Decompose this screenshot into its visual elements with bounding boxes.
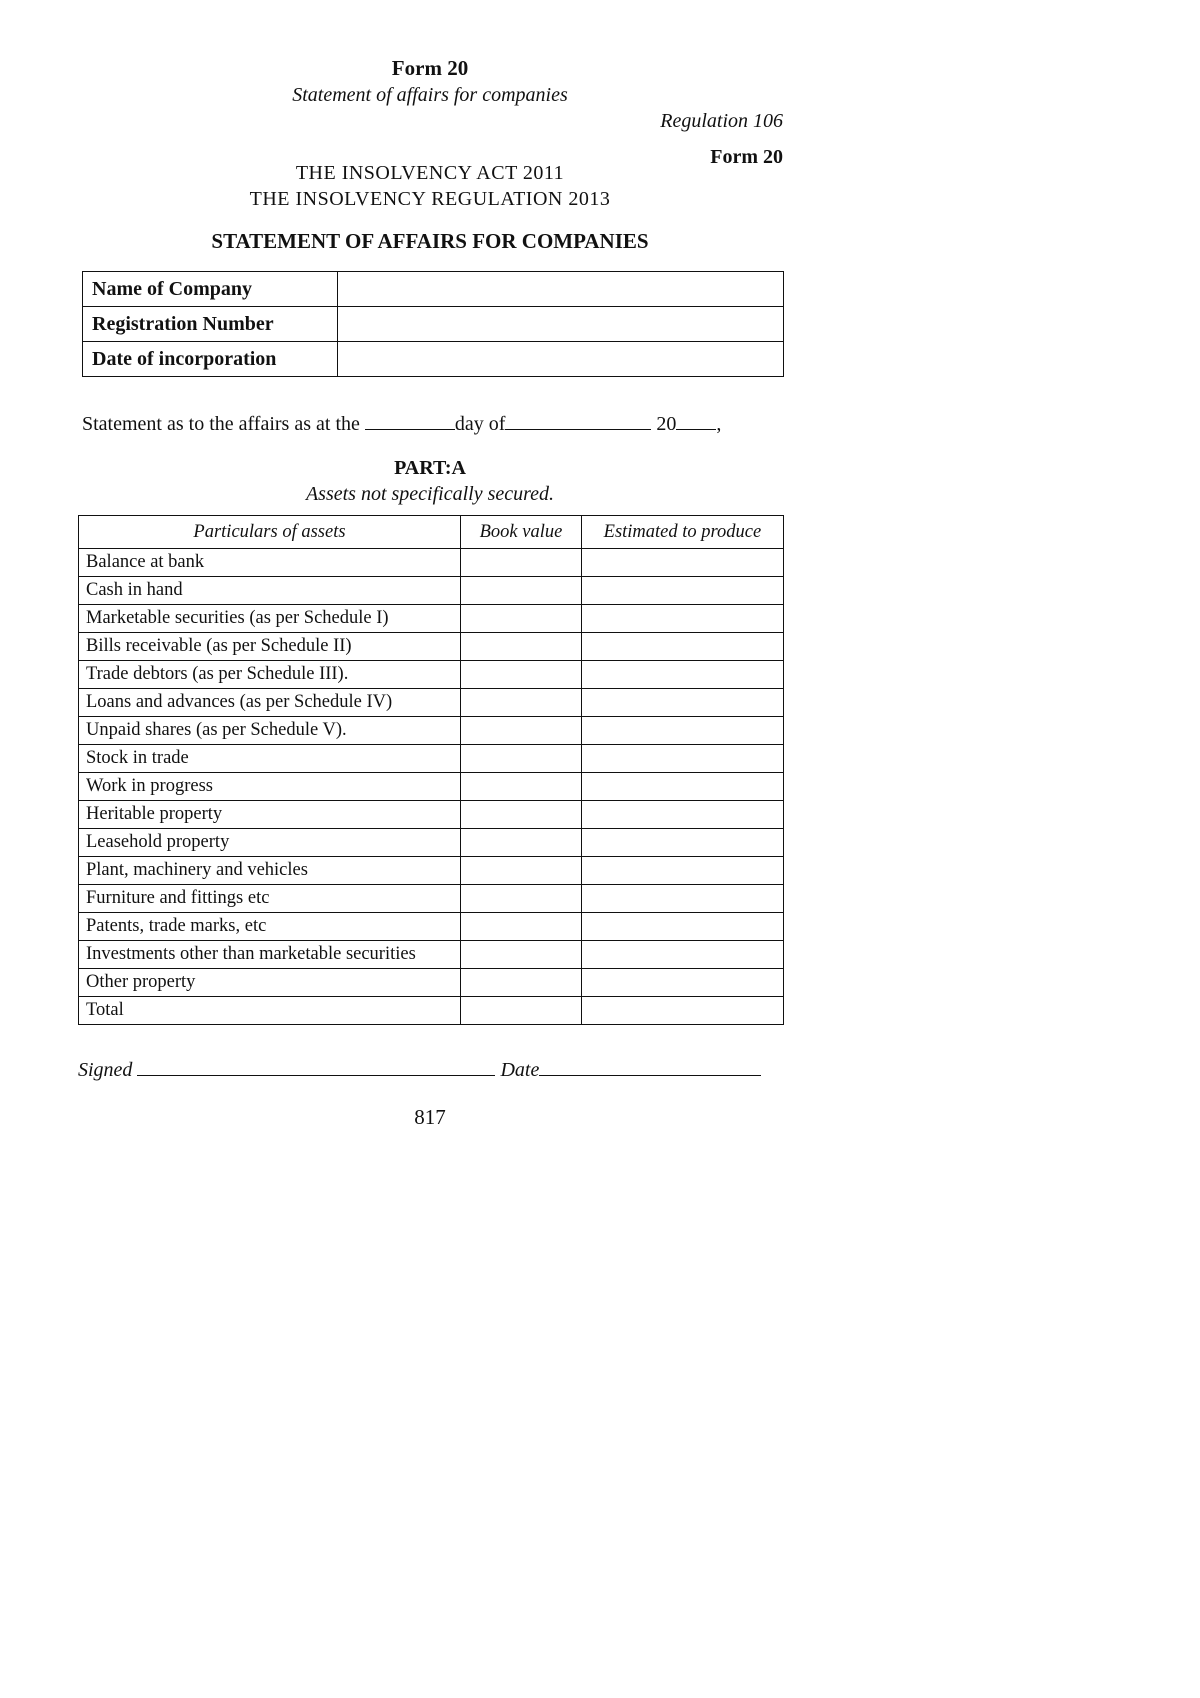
- total-label: Total: [79, 997, 461, 1025]
- signature-blank[interactable]: [137, 1057, 495, 1076]
- estimated-cell[interactable]: [581, 661, 783, 689]
- asset-row: [79, 773, 784, 801]
- book-value-cell[interactable]: [460, 969, 581, 997]
- estimated-cell[interactable]: [581, 633, 783, 661]
- asset-row: [79, 633, 784, 661]
- day-blank[interactable]: [365, 411, 455, 430]
- particulars-column-header: Particulars of assets: [79, 516, 461, 549]
- estimated-cell[interactable]: [581, 913, 783, 941]
- date-label: Date: [500, 1059, 540, 1081]
- estimated-cell[interactable]: [581, 885, 783, 913]
- regulation-reference: Regulation 106: [660, 110, 783, 132]
- book-value-cell[interactable]: [460, 605, 581, 633]
- asset-row: [79, 857, 784, 885]
- book-value-cell[interactable]: [460, 801, 581, 829]
- assets-table: [78, 515, 784, 1025]
- form-number: Form 20: [710, 146, 783, 168]
- page-number: 817: [414, 1105, 446, 1129]
- book-value-cell[interactable]: [460, 773, 581, 801]
- book-value-cell[interactable]: [460, 913, 581, 941]
- estimated-cell[interactable]: [581, 829, 783, 857]
- estimated-cell[interactable]: [581, 801, 783, 829]
- book-value-cell[interactable]: [460, 941, 581, 969]
- asset-name: Other property: [79, 969, 461, 997]
- total-book-value-cell[interactable]: [460, 997, 581, 1025]
- book-value-cell[interactable]: [460, 577, 581, 605]
- asset-name: Unpaid shares (as per Schedule V).: [79, 717, 461, 745]
- asset-name: Balance at bank: [79, 549, 461, 577]
- asset-name: Marketable securities (as per Schedule I): [79, 605, 461, 633]
- company-details-table: [82, 271, 784, 377]
- form-title: Form 20: [391, 56, 469, 80]
- company-name-row: [83, 272, 784, 307]
- statement-date-line: [82, 411, 792, 436]
- incorporation-date-row: [83, 342, 784, 377]
- book-value-cell[interactable]: [460, 549, 581, 577]
- asset-name: Leasehold property: [79, 829, 461, 857]
- signature-line: [78, 1057, 788, 1082]
- asset-name: Heritable property: [79, 801, 461, 829]
- book-value-column-header: Book value: [460, 516, 581, 549]
- asset-row: [79, 829, 784, 857]
- book-value-cell[interactable]: [460, 661, 581, 689]
- estimated-cell[interactable]: [581, 941, 783, 969]
- form-subtitle: Statement of affairs for companies: [292, 84, 568, 106]
- asset-name: Plant, machinery and vehicles: [79, 857, 461, 885]
- asset-name: Furniture and fittings etc: [79, 885, 461, 913]
- estimated-cell[interactable]: [581, 689, 783, 717]
- estimated-cell[interactable]: [581, 969, 783, 997]
- asset-row: [79, 969, 784, 997]
- asset-name: Stock in trade: [79, 745, 461, 773]
- act-title: THE INSOLVENCY ACT 2011: [295, 162, 565, 184]
- statement-prefix: Statement as to the affairs as at the: [82, 413, 360, 435]
- signed-label: Signed: [78, 1059, 133, 1081]
- company-name-label: Name of Company: [83, 272, 338, 307]
- year-prefix: 20: [656, 413, 677, 435]
- statement-heading: STATEMENT OF AFFAIRS FOR COMPANIES: [211, 229, 649, 253]
- part-a-title: PART:A: [394, 457, 466, 479]
- year-blank[interactable]: [676, 411, 716, 430]
- asset-name: Trade debtors (as per Schedule III).: [79, 661, 461, 689]
- total-estimated-cell[interactable]: [581, 997, 783, 1025]
- asset-name: Loans and advances (as per Schedule IV): [79, 689, 461, 717]
- month-blank[interactable]: [505, 411, 651, 430]
- asset-row: [79, 605, 784, 633]
- book-value-cell[interactable]: [460, 885, 581, 913]
- assets-header-row: [79, 516, 784, 549]
- estimated-column-header: Estimated to produce: [581, 516, 783, 549]
- asset-row: [79, 745, 784, 773]
- asset-name: Investments other than marketable securities: [79, 941, 461, 969]
- book-value-cell[interactable]: [460, 745, 581, 773]
- book-value-cell[interactable]: [460, 717, 581, 745]
- asset-name: Bills receivable (as per Schedule II): [79, 633, 461, 661]
- asset-name: Cash in hand: [79, 577, 461, 605]
- book-value-cell[interactable]: [460, 633, 581, 661]
- company-name-value[interactable]: [338, 272, 784, 307]
- total-row: [79, 997, 784, 1025]
- asset-row: [79, 577, 784, 605]
- estimated-cell[interactable]: [581, 773, 783, 801]
- asset-row: [79, 661, 784, 689]
- asset-row: [79, 717, 784, 745]
- regulation-title: THE INSOLVENCY REGULATION 2013: [249, 188, 611, 210]
- asset-row: [79, 885, 784, 913]
- asset-row: [79, 549, 784, 577]
- incorporation-date-label: Date of incorporation: [83, 342, 338, 377]
- book-value-cell[interactable]: [460, 829, 581, 857]
- statement-suffix: ,: [716, 413, 722, 435]
- book-value-cell[interactable]: [460, 857, 581, 885]
- asset-row: [79, 913, 784, 941]
- asset-name: Work in progress: [79, 773, 461, 801]
- day-of-label: day of: [454, 413, 506, 435]
- estimated-cell[interactable]: [581, 717, 783, 745]
- estimated-cell[interactable]: [581, 745, 783, 773]
- estimated-cell[interactable]: [581, 605, 783, 633]
- estimated-cell[interactable]: [581, 549, 783, 577]
- estimated-cell[interactable]: [581, 577, 783, 605]
- incorporation-date-value[interactable]: [338, 342, 784, 377]
- asset-row: [79, 801, 784, 829]
- part-a-subtitle: Assets not specifically secured.: [305, 483, 555, 505]
- asset-name: Patents, trade marks, etc: [79, 913, 461, 941]
- book-value-cell[interactable]: [460, 689, 581, 717]
- registration-number-label: Registration Number: [83, 307, 338, 342]
- asset-row: [79, 689, 784, 717]
- registration-number-row: [83, 307, 784, 342]
- estimated-cell[interactable]: [581, 857, 783, 885]
- date-blank[interactable]: [539, 1057, 761, 1076]
- registration-number-value[interactable]: [338, 307, 784, 342]
- asset-row: [79, 941, 784, 969]
